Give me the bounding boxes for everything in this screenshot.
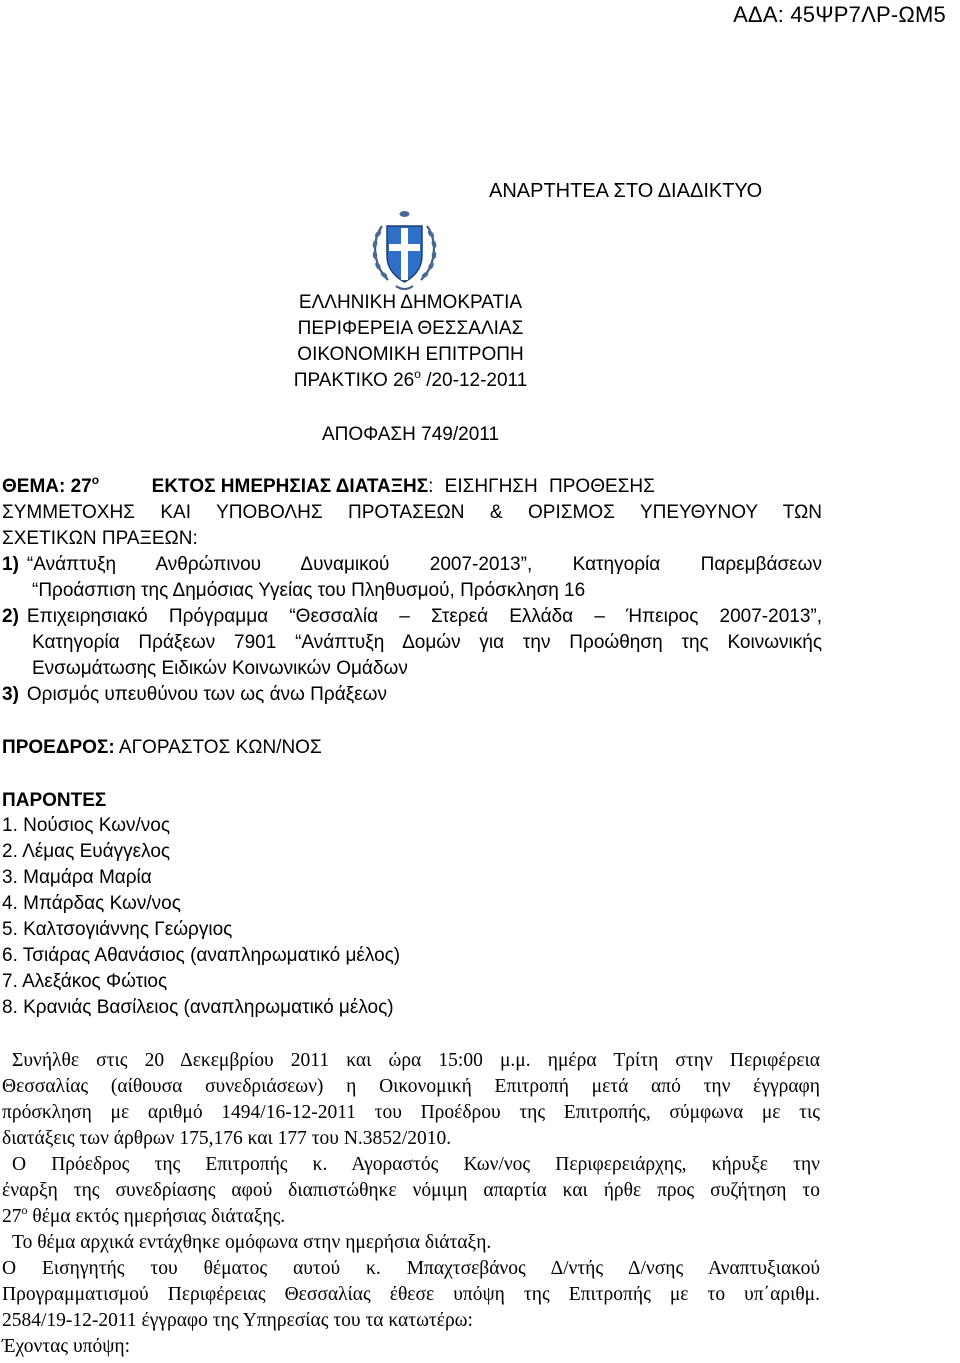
header-committee: ΟΙΚΟΝΟΜΙΚΗ ΕΠΙΤΡΟΠΗ xyxy=(297,344,524,365)
member-item: 3. Μαμάρα Μαρία xyxy=(2,867,152,888)
issuer-header xyxy=(0,290,821,394)
subject-item-3 xyxy=(2,682,822,708)
body-p1-line-2: Θεσσαλίας (αίθουσα συνεδριάσεων) η Οικονομική Επιτροπή μετά από την έγγραφη xyxy=(2,1076,820,1097)
subject-label: ΘΕΜΑ: $27^o$ xyxy=(2,473,100,497)
subject-rest: ΕΙΣΗΓΗΣΗ ΠΡΟΘΕΣΗΣ xyxy=(433,476,655,497)
subject-item-1 xyxy=(2,552,822,578)
president-line xyxy=(2,735,322,761)
body-p2-line-2: έναρξη της συνεδρίασης αφού διαπιστώθηκε νόμιμη απαρτία και ήρθε προς συζήτηση το xyxy=(2,1180,820,1201)
member-item: 1. Νούσιος Κων/νος xyxy=(2,815,171,836)
members-list xyxy=(2,813,400,1021)
subject-item-2 xyxy=(2,604,822,630)
minutes-date: /20-12-2011 xyxy=(420,370,528,391)
decision-number: ΑΠΟΦΑΣΗ 749/2011 xyxy=(321,424,500,445)
header-republic: ΕΛΛΗΝΙΚΗ ΔΗΜΟΚΡΑΤΙΑ xyxy=(298,292,523,313)
subject-line-3: ΣΧΕΤΙΚΩΝ ΠΡΑΞΕΩΝ: xyxy=(2,528,198,549)
minutes-ordinal: ο xyxy=(414,367,421,381)
minutes-number: ΠΡΑΚΤΙΚΟ 26 xyxy=(293,370,415,391)
body-p5-line-1: Έχοντας υπόψη: xyxy=(2,1336,131,1357)
body-p1-line-3: πρόσκληση με αριθμό 1494/16-12-2011 του Προέδρου της Επιτροπής, σύμφωνα με τις xyxy=(2,1102,820,1123)
decision-title xyxy=(0,422,821,448)
item-2-line-3: Ενσωμάτωσης Ειδικών Κοινωνικών Ομάδων xyxy=(32,658,408,679)
greek-emblem-icon xyxy=(368,208,441,293)
member-item: 5. Καλτσογιάννης Γεώργιος xyxy=(2,919,233,940)
item-1-line-1: “Ανάπτυξη Ανθρώπινου Δυναμικού 2007-2013”, Κατηγορία Παρεμβάσεων xyxy=(26,554,822,575)
member-item: 7. Αλεξάκος Φώτιος xyxy=(2,971,168,992)
ada-code: ΑΔΑ: 45ΨΡ7ΛΡ-ΩΜ5 xyxy=(733,2,946,27)
body-p4-line-3: 2584/19-12-2011 έγγραφο της Υπηρεσίας του τα κατωτέρω: xyxy=(2,1310,473,1331)
body-text xyxy=(2,1048,820,1360)
upload-notice: ΑΝΑΡΤΗΤΕΑ ΣΤΟ ΔΙΑΔΙΚΤΥΟ xyxy=(489,180,763,202)
item-3-number: 3) xyxy=(2,684,19,705)
item-1-number: 1) xyxy=(2,554,19,575)
body-p2-line-3: $27^o$ θέμα εκτός ημερήσιας διάταξης. xyxy=(2,1203,286,1227)
body-p2-line-1: Ο Πρόεδρος της Επιτροπής κ. Αγοραστός Κων/νος Περιφερειάρχης, κήρυξε την xyxy=(12,1154,820,1175)
subject-line-1 xyxy=(2,474,822,500)
subject-line-2: ΣΥΜΜΕΤΟΧΗΣ ΚΑΙ ΥΠΟΒΟΛΗΣ ΠΡΟΤΑΣΕΩΝ & ΟΡΙΣΜΟΣ ΥΠΕΥΘΥΝΟΥ ΤΩΝ xyxy=(2,502,822,523)
body-p4-line-2: Προγραμματισμού Περιφέρειας Θεσσαλίας έθεσε υπόψη της Επιτροπής με το υπ΄αριθμ. xyxy=(2,1284,820,1305)
item-1-line-2: “Προάσπιση της Δημόσιας Υγείας του Πληθυσμού, Πρόσκληση 16 xyxy=(32,580,586,601)
member-item: 6. Τσιάρας Αθανάσιος (αναπληρωματικό μέλος) xyxy=(2,945,401,966)
present-label: ΠΑΡΟΝΤΕΣ xyxy=(2,790,107,811)
item-2-line-1: Επιχειρησιακό Πρόγραμμα “Θεσσαλία – Στερεά Ελλάδα – Ήπειρος 2007-2013”, xyxy=(26,606,822,627)
body-p1-line-4: διατάξεις των άρθρων 175,176 και 177 του Ν.3852/2010. xyxy=(2,1128,452,1149)
president-name: ΑΓΟΡΑΣΤΟΣ ΚΩΝ/ΝΟΣ xyxy=(114,737,322,758)
member-item: 2. Λέμας Ευάγγελος xyxy=(2,841,171,862)
member-item: 4. Μπάρδας Κων/νος xyxy=(2,893,181,914)
body-p3-line-1: Το θέμα αρχικά εντάχθηκε ομόφωνα στην ημερήσια διάταξη. xyxy=(12,1232,492,1253)
subject-bold-part: ΕΚΤΟΣ ΗΜΕΡΗΣΙΑΣ ΔΙΑΤΑΞΗΣ xyxy=(151,476,429,497)
header-minutes xyxy=(0,368,821,394)
subject-colon: : xyxy=(428,476,434,497)
header-region: ΠΕΡΙΦΕΡΕΙΑ ΘΕΣΣΑΛΙΑΣ xyxy=(297,318,524,339)
item-3-line-1: Ορισμός υπευθύνου των ως άνω Πράξεων xyxy=(26,684,387,705)
item-2-line-2: Κατηγορία Πράξεων 7901 “Ανάπτυξη Δομών για την Προώθηση της Κοινωνικής xyxy=(32,632,822,653)
body-p1-line-1: Συνήλθε στις 20 Δεκεμβρίου 2011 και ώρα 15:00 μ.μ. ημέρα Τρίτη στην Περιφέρεια xyxy=(12,1050,820,1071)
member-item: 8. Κρανιάς Βασίλειος (αναπληρωματικό μέλος) xyxy=(2,997,394,1018)
item-2-number: 2) xyxy=(2,606,19,627)
president-label: ΠΡΟΕΔΡΟΣ: xyxy=(2,737,115,758)
subject-block xyxy=(2,474,822,708)
body-p4-line-1: Ο Εισηγητής του θέματος αυτού κ. Μπαχτσεβάνος Δ/ντής Δ/νσης Αναπτυξιακού xyxy=(2,1258,820,1279)
